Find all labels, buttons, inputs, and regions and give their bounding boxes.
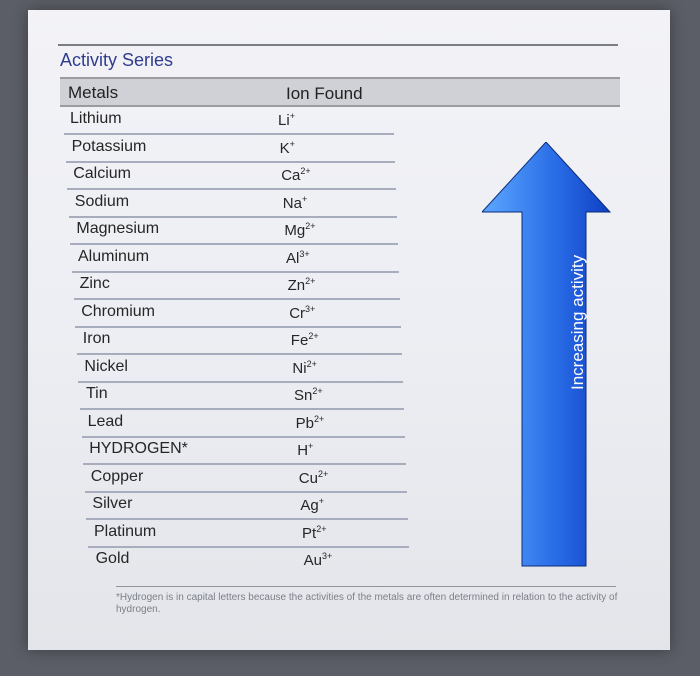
ion-charge: 2+ xyxy=(300,166,311,176)
ion-symbol: Mg xyxy=(284,222,306,239)
ion-charge: 2+ xyxy=(316,523,327,534)
metal-name: Platinum xyxy=(94,522,157,540)
ion-symbol: Ca xyxy=(281,167,301,184)
footnote-rule xyxy=(116,586,616,587)
table-row xyxy=(80,382,404,410)
ion-formula xyxy=(299,469,328,487)
table-row xyxy=(78,355,403,383)
ion-symbol: K xyxy=(279,139,290,157)
table-row xyxy=(75,300,401,328)
ion-charge: 2+ xyxy=(305,221,316,231)
ion-symbol: Ag xyxy=(300,497,319,514)
ion-formula xyxy=(291,331,319,349)
ion-charge: 2+ xyxy=(305,276,316,286)
metal-name: HYDROGEN* xyxy=(89,440,188,457)
ion-formula xyxy=(292,359,316,377)
ion-charge: + xyxy=(301,193,308,204)
ion-charge: 2+ xyxy=(308,331,319,341)
ion-symbol: Na xyxy=(282,194,302,212)
table-row xyxy=(74,272,400,300)
ion-formula xyxy=(289,304,315,322)
ion-symbol: Ni xyxy=(292,359,307,377)
ion-charge: 3+ xyxy=(321,551,333,561)
ion-charge: 3+ xyxy=(299,248,310,259)
metal-name: Copper xyxy=(90,467,144,485)
ion-charge: 2+ xyxy=(317,468,329,479)
ion-symbol: Pb xyxy=(295,414,314,432)
ion-formula xyxy=(286,249,310,267)
ion-charge: 3+ xyxy=(305,303,316,314)
ion-formula xyxy=(302,524,326,542)
ion-formula xyxy=(284,221,315,239)
table-row xyxy=(82,410,405,438)
ion-charge: + xyxy=(289,138,295,149)
ion-charge: 2+ xyxy=(306,358,317,369)
ion-formula xyxy=(304,551,333,569)
ion-symbol: Cr xyxy=(289,304,306,322)
metal-name: Calcium xyxy=(73,165,131,182)
ion-charge: 2+ xyxy=(312,386,323,396)
table-row xyxy=(77,327,402,355)
ion-formula xyxy=(280,139,295,157)
table-row xyxy=(88,520,409,548)
ion-formula xyxy=(278,111,295,129)
metal-name: Aluminum xyxy=(78,247,150,265)
table-row xyxy=(85,465,407,493)
ion-charge: + xyxy=(318,496,325,506)
metal-name: Lead xyxy=(87,412,124,430)
table-row xyxy=(69,190,397,218)
metal-name: Iron xyxy=(82,330,111,347)
ion-symbol: Zn xyxy=(287,277,306,294)
ion-symbol: Sn xyxy=(294,387,313,404)
up-arrow-icon xyxy=(482,142,612,572)
ion-symbol: Al xyxy=(286,249,300,267)
table-header xyxy=(60,77,620,107)
ion-charge: + xyxy=(308,441,314,451)
increasing-activity-arrow xyxy=(482,142,612,577)
table-row xyxy=(66,135,395,163)
ion-symbol: Au xyxy=(303,552,322,569)
table-row xyxy=(72,245,399,273)
ion-formula xyxy=(283,194,307,212)
metal-name: Chromium xyxy=(81,302,155,320)
ion-formula xyxy=(288,276,316,294)
ion-symbol: H xyxy=(297,442,309,459)
metal-name: Magnesium xyxy=(76,220,160,237)
header-ion-found: Ion Found xyxy=(286,84,363,103)
ion-formula xyxy=(300,496,324,514)
page-title: Activity Series xyxy=(60,50,174,70)
ion-symbol: Li xyxy=(278,112,290,129)
table-row xyxy=(90,547,410,575)
table-row xyxy=(86,492,408,520)
metal-name: Nickel xyxy=(84,357,128,375)
arrow-label: Increasing activity xyxy=(568,254,587,390)
ion-formula xyxy=(297,441,313,459)
ion-formula xyxy=(281,166,310,184)
ion-charge: 2+ xyxy=(313,413,325,424)
ion-charge: + xyxy=(289,111,295,121)
ion-symbol: Cu xyxy=(298,469,318,487)
metal-name: Lithium xyxy=(70,110,122,127)
metal-name: Tin xyxy=(86,385,108,402)
metal-name: Zinc xyxy=(79,275,110,292)
metal-name: Silver xyxy=(92,495,133,512)
header-metals: Metals xyxy=(68,83,119,102)
ion-symbol: Pt xyxy=(302,524,317,542)
table-row xyxy=(70,217,398,245)
ion-formula xyxy=(294,386,323,404)
table-row xyxy=(67,162,396,190)
metal-name: Gold xyxy=(95,550,130,567)
activity-series-sheet xyxy=(28,10,670,650)
metal-name: Potassium xyxy=(71,137,147,155)
footnote: *Hydrogen is in capital letters because the activities of the metals are often determined in relation to the activity of hydrogen. xyxy=(116,592,618,615)
table-row xyxy=(83,437,406,465)
metal-name: Sodium xyxy=(74,192,130,210)
ion-symbol: Fe xyxy=(290,332,309,349)
table-row xyxy=(64,107,394,135)
top-rule xyxy=(58,44,618,46)
ion-formula xyxy=(296,414,325,432)
